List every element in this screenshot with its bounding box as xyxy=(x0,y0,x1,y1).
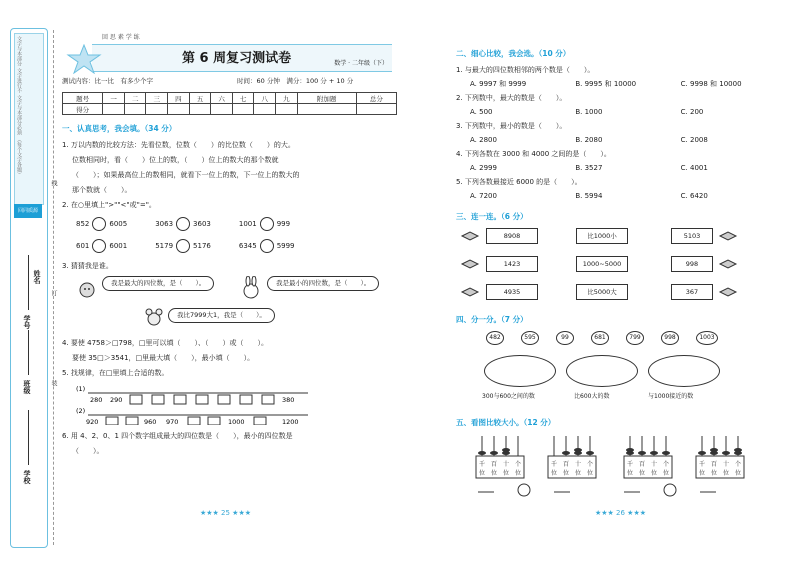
mc-option[interactable]: B. 3527 xyxy=(575,164,603,172)
score-cell: 四 xyxy=(168,93,190,104)
school-label: 学校 xyxy=(23,470,31,484)
speech-bubble: 我是最小的四位数，是（ ）。 xyxy=(267,276,379,291)
bird-icon xyxy=(460,230,480,310)
compare-left: 1001 xyxy=(238,220,257,228)
score-value-row xyxy=(63,104,397,115)
name-label: 姓名 xyxy=(33,270,41,284)
place-suffix: 位 xyxy=(639,470,646,477)
number-lines xyxy=(76,381,316,425)
answer-circle[interactable] xyxy=(176,239,190,253)
compare-left: 6345 xyxy=(238,242,257,250)
star-logo-icon xyxy=(66,44,102,74)
bird-icon xyxy=(718,230,738,310)
cut-mark: 订 xyxy=(50,290,57,296)
number-line-value: 970 xyxy=(166,418,179,425)
spine-badge: 回同质源 xyxy=(14,204,42,218)
sort-ellipse[interactable] xyxy=(648,355,720,387)
page-number: ★★★ 26 ★★★ xyxy=(595,509,647,517)
sort-ellipse[interactable] xyxy=(566,355,638,387)
score-input[interactable] xyxy=(146,104,168,115)
sort-number[interactable]: 1003 xyxy=(696,331,718,345)
spine-note: 文字与本部分必须 xyxy=(16,95,22,135)
compare-right: 6005 xyxy=(109,220,128,228)
title-banner xyxy=(92,44,392,72)
mc-option[interactable]: A. 2999 xyxy=(470,164,497,172)
sort-number[interactable]: 998 xyxy=(661,331,679,345)
question-1-line: 位数相同时，看（ ）位上的数，（ ）位上的数大的那个数就 xyxy=(72,156,279,164)
mc-option[interactable]: B. 5994 xyxy=(575,192,603,200)
compare-right: 999 xyxy=(276,220,291,228)
question-2: 2. 在○里填上">""<"或"="。 xyxy=(62,201,156,209)
abacus-icon xyxy=(474,432,764,502)
ellipse-label: 比600大的数 xyxy=(574,393,610,400)
mc-option[interactable]: A. 2800 xyxy=(470,136,497,144)
mc-question-text: 2. 下列数中，最大的数是（ ）。 xyxy=(456,94,567,102)
place-label: 个 xyxy=(515,461,522,468)
place-label: 十 xyxy=(503,461,510,468)
match-middle[interactable]: 比1000小 xyxy=(576,228,628,244)
mc-question xyxy=(456,119,786,147)
ellipse-label: 与1000接近的数 xyxy=(648,393,694,400)
place-suffix: 位 xyxy=(563,470,570,477)
place-suffix: 位 xyxy=(575,470,582,477)
section-5-title: 五、看图比较大小。（12 分） xyxy=(456,418,556,427)
compare-item xyxy=(155,239,211,253)
score-cell: 二 xyxy=(124,93,146,104)
place-label: 百 xyxy=(563,461,570,468)
speech-bubble: 我比7999大1，我是（ ）。 xyxy=(168,308,275,323)
mc-question-text: 4. 下列各数在 3000 和 4000 之间的是（ ）。 xyxy=(456,150,611,158)
compare-right: 6001 xyxy=(109,242,128,250)
score-cell: 总分 xyxy=(356,93,396,104)
mc-question xyxy=(456,175,786,203)
answer-box[interactable] xyxy=(130,395,142,404)
score-table xyxy=(62,92,397,115)
compare-item xyxy=(155,217,211,231)
mc-option[interactable]: A. 9997 和 9999 xyxy=(470,80,527,88)
score-input[interactable] xyxy=(103,104,125,115)
mc-option[interactable]: A. 500 xyxy=(470,108,493,116)
question-4a: 4. 要使 4758＞□798，□里可以填（ ）、（ ）或（ ）。 xyxy=(62,339,269,347)
compare-left: 852 xyxy=(76,220,90,228)
header xyxy=(62,30,397,90)
score-cell: 附加题 xyxy=(297,93,356,104)
score-cell: 五 xyxy=(189,93,211,104)
spine-notes xyxy=(14,33,44,205)
score-cell: 六 xyxy=(211,93,233,104)
match-left[interactable]: 4935 xyxy=(486,284,538,300)
sorting-area xyxy=(456,329,786,409)
place-suffix: 位 xyxy=(587,470,594,477)
number-line-value: 960 xyxy=(144,418,157,425)
answer-box[interactable] xyxy=(262,395,274,404)
question-1-line: 1. 万以内数的比较方法：先看位数，位数（ ）的比位数（ ）的大。 xyxy=(62,141,295,149)
number-line-value: 280 xyxy=(90,396,103,404)
place-label: 百 xyxy=(639,461,646,468)
answer-circle[interactable] xyxy=(260,217,274,231)
mc-option[interactable]: A. 7200 xyxy=(470,192,497,200)
answer-box[interactable] xyxy=(254,417,266,425)
compare-item xyxy=(76,239,127,253)
cut-mark: 线 xyxy=(50,180,57,186)
place-suffix: 位 xyxy=(711,470,718,477)
place-suffix: 位 xyxy=(503,470,510,477)
score-cell: 题号 xyxy=(63,93,103,104)
score-input[interactable] xyxy=(356,104,396,115)
place-label: 千 xyxy=(551,461,558,468)
school-line[interactable] xyxy=(28,410,29,465)
answer-box[interactable] xyxy=(174,395,186,404)
guess-area xyxy=(62,274,397,332)
match-left[interactable]: 1423 xyxy=(486,256,538,272)
match-middle[interactable]: 比5000大 xyxy=(576,284,628,300)
score-cell: 一 xyxy=(103,93,125,104)
compare-right: 5999 xyxy=(276,242,295,250)
compare-right: 5176 xyxy=(193,242,211,250)
match-right[interactable]: 998 xyxy=(671,256,713,272)
score-input[interactable] xyxy=(232,104,254,115)
mc-option[interactable]: B. 1000 xyxy=(575,108,603,116)
compare-left: 5179 xyxy=(155,242,174,250)
mc-option[interactable]: B. 9995 和 10000 xyxy=(575,80,637,88)
answer-box[interactable] xyxy=(196,395,208,404)
right-page xyxy=(456,30,786,502)
page-number: ★★★ 25 ★★★ xyxy=(200,509,252,517)
score-input[interactable] xyxy=(189,104,211,115)
answer-circle[interactable] xyxy=(92,217,106,231)
place-label: 千 xyxy=(699,461,706,468)
question-6-cont: （ ）。 xyxy=(72,447,104,455)
mc-option[interactable]: C. 9998 和 10000 xyxy=(680,80,742,88)
question-1-line: 那个数就（ ）。 xyxy=(72,186,132,194)
place-suffix: 位 xyxy=(735,470,742,477)
sort-ellipse[interactable] xyxy=(484,355,556,387)
content-label: 测试内容：比一比 有多少个字 xyxy=(62,77,153,85)
mc-question xyxy=(456,147,786,175)
match-right[interactable]: 367 xyxy=(671,284,713,300)
student-id-line[interactable] xyxy=(28,255,29,310)
sort-number[interactable]: 799 xyxy=(626,331,644,345)
abacus-area xyxy=(456,432,786,502)
speech-bubble: 我是最大的四位数，是（ ）。 xyxy=(102,276,214,291)
place-suffix: 位 xyxy=(663,470,670,477)
place-label: 个 xyxy=(587,461,594,468)
number-line-label: (2) xyxy=(76,407,86,415)
score-input[interactable] xyxy=(254,104,276,115)
answer-box[interactable] xyxy=(188,417,200,425)
question-4b: 要使 35□＞3541，□里最大填（ ），最小填（ ）。 xyxy=(72,354,255,362)
score-cell: 九 xyxy=(276,93,298,104)
score-row-label: 得分 xyxy=(63,104,103,115)
place-label: 百 xyxy=(491,461,498,468)
place-suffix: 位 xyxy=(627,470,634,477)
test-info xyxy=(62,76,397,85)
score-input[interactable] xyxy=(168,104,190,115)
section-3-title: 三、连一连。（6 分） xyxy=(456,212,528,221)
page-title: 第 6 周复习测试卷 xyxy=(182,51,292,66)
mc-option[interactable]: C. 4001 xyxy=(680,164,708,172)
place-label: 十 xyxy=(723,461,730,468)
left-page xyxy=(62,30,397,459)
number-line-value: 380 xyxy=(282,396,295,404)
number-line-2 xyxy=(76,407,308,425)
answer-box[interactable] xyxy=(240,395,252,404)
compare-item xyxy=(239,217,290,231)
ellipse-label: 300与600之间的数 xyxy=(482,393,535,400)
answer-box[interactable] xyxy=(208,417,220,425)
answer-box[interactable] xyxy=(126,417,138,425)
number-line-value: 920 xyxy=(86,418,99,425)
compare-item xyxy=(76,217,127,231)
place-suffix: 位 xyxy=(699,470,706,477)
number-line-value: 1200 xyxy=(282,418,299,425)
number-line-label: (1) xyxy=(76,385,86,393)
place-suffix: 位 xyxy=(515,470,522,477)
match-left[interactable]: 8908 xyxy=(486,228,538,244)
match-middle[interactable]: 1000~5000 xyxy=(576,256,628,272)
place-label: 千 xyxy=(479,461,486,468)
mc-option[interactable]: B. 2080 xyxy=(575,136,603,144)
place-suffix: 位 xyxy=(551,470,558,477)
place-label: 十 xyxy=(575,461,582,468)
sort-number[interactable]: 595 xyxy=(521,331,539,345)
section-4-title: 四、分一分。（7 分） xyxy=(456,315,528,324)
place-suffix: 位 xyxy=(491,470,498,477)
squirrel-icon xyxy=(76,278,98,300)
spine-note: （每个文字各题） xyxy=(16,137,22,177)
spine-note: 文字与本部分 xyxy=(16,36,22,66)
question-6: 6. 用 4、2、0、1 四个数字组成最大的四位数是（ ），最小的四位数是 xyxy=(62,432,293,440)
mc-question xyxy=(456,91,786,119)
section-2-title: 二、细心比较，我会选。（10 分） xyxy=(456,49,571,58)
sort-number[interactable]: 99 xyxy=(556,331,574,345)
mc-option[interactable]: C. 2008 xyxy=(680,136,708,144)
mc-question-text: 3. 下列数中，最小的数是（ ）。 xyxy=(456,122,567,130)
matching-area xyxy=(456,226,786,306)
answer-box[interactable] xyxy=(218,395,230,404)
place-suffix: 位 xyxy=(479,470,486,477)
number-line-1 xyxy=(76,385,308,404)
question-1-line: （ ）；如果最高位上的数相同，就看下一位上的数，下一位上的数大的 xyxy=(72,171,300,179)
place-suffix: 位 xyxy=(651,470,658,477)
score-cell: 七 xyxy=(232,93,254,104)
number-line-value: 290 xyxy=(110,396,123,404)
compare-left: 601 xyxy=(76,242,90,250)
mc-option[interactable]: C. 200 xyxy=(680,108,704,116)
score-input[interactable] xyxy=(297,104,356,115)
score-input[interactable] xyxy=(124,104,146,115)
match-right[interactable]: 5103 xyxy=(671,228,713,244)
place-label: 十 xyxy=(651,461,658,468)
compare-item xyxy=(239,239,295,253)
score-cell: 八 xyxy=(254,93,276,104)
answer-circle[interactable] xyxy=(92,239,106,253)
place-label: 百 xyxy=(711,461,718,468)
question-5: 5. 找规律，在□里填上合适的数。 xyxy=(62,369,169,377)
question-3: 3. 猜猜我是谁。 xyxy=(62,262,113,270)
place-label: 个 xyxy=(663,461,670,468)
student-id-label: 学号 xyxy=(23,315,31,329)
cut-line xyxy=(53,30,54,545)
score-cell: 三 xyxy=(146,93,168,104)
answer-box[interactable] xyxy=(152,395,164,404)
compare-right: 3603 xyxy=(193,220,211,228)
mc-option[interactable]: C. 6420 xyxy=(680,192,708,200)
number-line-value: 1000 xyxy=(228,418,245,425)
place-label: 个 xyxy=(735,461,742,468)
cut-mark: 装 xyxy=(50,380,57,386)
spine-note: 文字进行不 xyxy=(16,68,22,93)
sort-number[interactable]: 482 xyxy=(486,331,504,345)
series-tag: 回 思 素 学 练 xyxy=(102,34,140,41)
mouse-icon xyxy=(144,306,164,328)
compare-row xyxy=(76,217,397,231)
answer-box[interactable] xyxy=(106,417,118,425)
time-score-label: 时间：60 分钟 满分：100 分 + 10 分 xyxy=(237,77,354,85)
score-input[interactable] xyxy=(276,104,298,115)
sort-number[interactable]: 681 xyxy=(591,331,609,345)
compare-left: 3063 xyxy=(155,220,174,228)
class-label: 班级 xyxy=(23,380,31,394)
subject-label: 数学 · 二年级（下） xyxy=(334,60,388,67)
answer-circle[interactable] xyxy=(176,217,190,231)
rabbit-icon xyxy=(240,276,262,300)
class-line[interactable] xyxy=(28,330,29,375)
section-1-title: 一、认真思考，我会填。（34 分） xyxy=(62,124,177,133)
mc-question-text: 1. 与最大的四位数相邻的两个数是（ ）。 xyxy=(456,66,595,74)
mc-question-text: 5. 下列各数最接近 6000 的是（ ）。 xyxy=(456,178,582,186)
place-suffix: 位 xyxy=(723,470,730,477)
mc-question xyxy=(456,63,786,91)
answer-circle[interactable] xyxy=(260,239,274,253)
score-header-row xyxy=(63,93,397,104)
score-input[interactable] xyxy=(211,104,233,115)
place-label: 千 xyxy=(627,461,634,468)
compare-row xyxy=(76,239,397,253)
